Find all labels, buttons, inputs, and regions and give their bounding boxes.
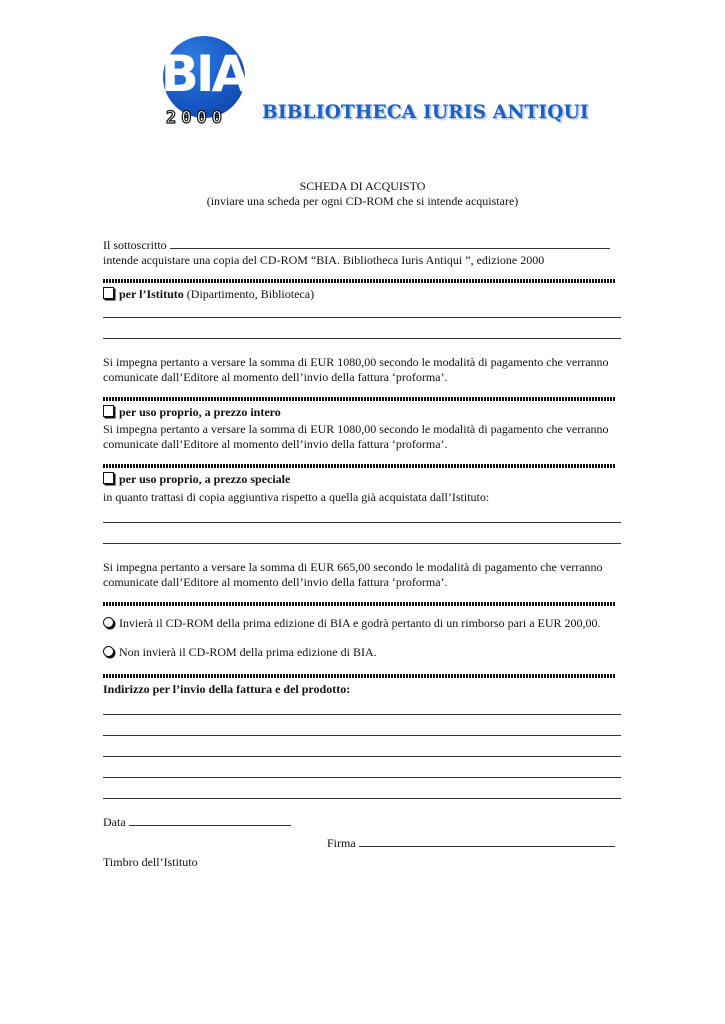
address-line-4[interactable] — [103, 777, 621, 778]
section-divider — [103, 279, 615, 283]
logo-name: BIBLIOTHECA IURIS ANTIQUI — [262, 102, 589, 123]
address-line-5[interactable] — [103, 798, 621, 799]
address-line-1[interactable] — [103, 714, 621, 715]
istituto-payment-1: Si impegna pertanto a versare la somma di EUR 1080,00 secondo le modalità di pagamento che verranno — [103, 355, 609, 369]
date-row — [103, 814, 291, 830]
speciale-line-2[interactable] — [103, 543, 621, 544]
form-subtitle: (inviare una scheda per ogni CD-ROM che si intende acquistare) — [206, 194, 519, 208]
signature-label: Firma — [327, 836, 356, 850]
istituto-line-1[interactable] — [103, 317, 621, 318]
logo-year: 2000 — [166, 108, 227, 128]
date-field[interactable] — [129, 814, 291, 826]
stamp-label: Timbro dell’Istituto — [103, 855, 198, 869]
section-divider — [103, 397, 615, 401]
undersigned-name-field[interactable] — [170, 237, 610, 249]
checkbox-icon[interactable] — [103, 287, 114, 299]
speciale-line-1[interactable] — [103, 522, 621, 523]
undersigned-label: Il sottoscritto — [103, 238, 167, 252]
checkbox-icon[interactable] — [103, 405, 114, 417]
istituto-payment-2: comunicate dall’Editore al momento dell’invio della fattura ‘proforma’. — [103, 370, 448, 384]
signature-field[interactable] — [359, 835, 615, 847]
section-divider — [103, 464, 615, 468]
logo-mark: BIA — [160, 45, 248, 103]
option-istituto[interactable] — [103, 287, 314, 302]
option-intero-label: per uso proprio, a prezzo intero — [119, 405, 281, 419]
bia-logo — [160, 36, 589, 131]
option-speciale-label: per uso proprio, a prezzo speciale — [119, 472, 291, 486]
address-line-3[interactable] — [103, 756, 621, 757]
radio-not-send-cdrom-label: Non invierà il CD-ROM della prima edizione di BIA. — [119, 645, 377, 659]
option-intero[interactable] — [103, 405, 281, 420]
option-speciale[interactable] — [103, 472, 290, 487]
undersigned-row — [103, 237, 610, 253]
istituto-line-2[interactable] — [103, 338, 621, 339]
section-divider — [103, 674, 615, 678]
radio-icon[interactable] — [103, 646, 114, 657]
radio-send-cdrom[interactable] — [103, 616, 601, 631]
speciale-payment-2: comunicate dall’Editore al momento dell’invio della fattura ‘proforma’. — [103, 575, 448, 589]
section-divider — [103, 602, 615, 606]
intero-payment-1: Si impegna pertanto a versare la somma di EUR 1080,00 secondo le modalità di pagamento che verranno — [103, 422, 609, 436]
option-istituto-detail: (Dipartimento, Biblioteca) — [183, 287, 315, 301]
radio-not-send-cdrom[interactable] — [103, 645, 377, 660]
speciale-payment-1: Si impegna pertanto a versare la somma di EUR 665,00 secondo le modalità di pagamento che verranno — [103, 560, 603, 574]
form-title: SCHEDA DI ACQUISTO — [299, 179, 426, 193]
intro-text: intende acquistare una copia del CD-ROM “BIA. Bibliotheca Iuris Antiqui ”, edizione 2000 — [103, 253, 545, 267]
address-heading: Indirizzo per l’invio della fattura e del prodotto: — [103, 682, 351, 696]
address-line-2[interactable] — [103, 735, 621, 736]
option-istituto-label: per l’Istituto — [119, 287, 184, 301]
checkbox-icon[interactable] — [103, 472, 114, 484]
intero-payment-2: comunicate dall’Editore al momento dell’invio della fattura ‘proforma’. — [103, 437, 448, 451]
date-label: Data — [103, 815, 126, 829]
radio-send-cdrom-label: Invierà il CD-ROM della prima edizione di BIA e godrà pertanto di un rimborso pari a EUR 200,00. — [119, 616, 601, 630]
speciale-description: in quanto trattasi di copia aggiuntiva rispetto a quella già acquistata dall’Istituto: — [103, 490, 490, 504]
signature-row — [327, 835, 615, 851]
radio-icon[interactable] — [103, 617, 114, 628]
